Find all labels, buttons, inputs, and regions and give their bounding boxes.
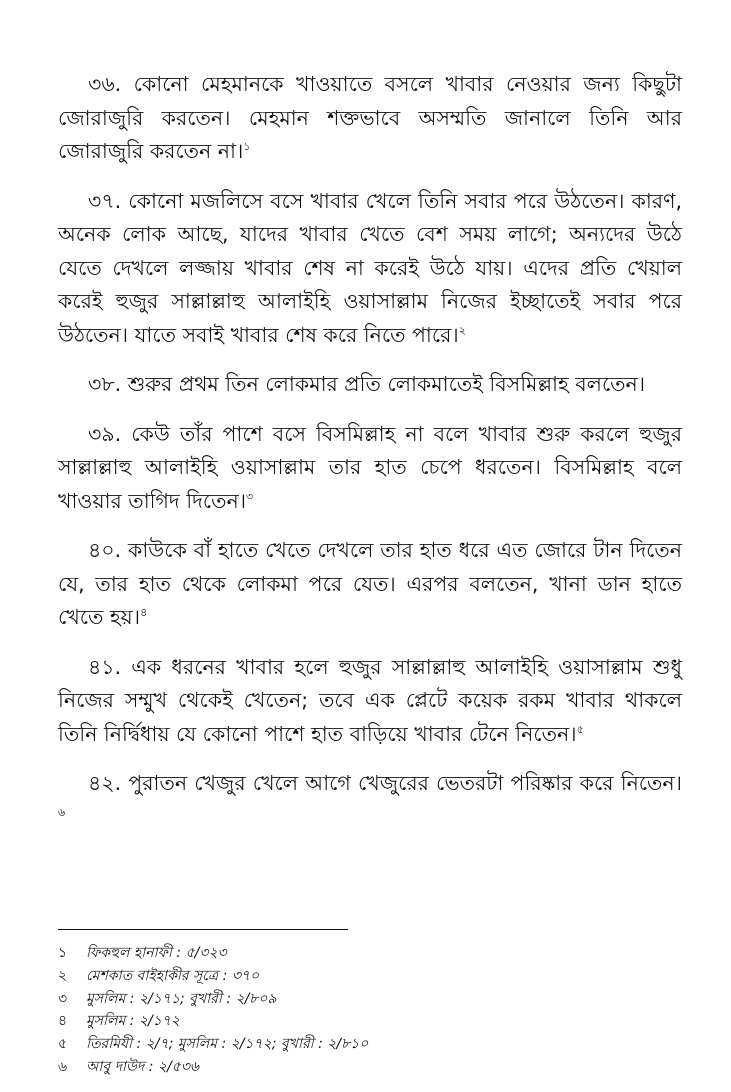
paragraph-text: ৪২. পুরাতন খেজুর খেলে আগে খেজুরের ভেতরটা পরিষ্কার করে নিতেন। <box>88 771 682 795</box>
footnote-ref: ৬ <box>58 805 66 819</box>
footnote-ref: ২ <box>458 323 466 337</box>
footnotes <box>58 942 678 1079</box>
footnote-number: ৩ <box>58 990 68 1007</box>
paragraph-39 <box>58 418 682 519</box>
paragraph-41 <box>58 651 682 752</box>
footnote-ref: ৪ <box>140 606 148 620</box>
footnote-text: আবু দাউদ : ২/৫৩৬ <box>86 1058 199 1075</box>
footnote-item <box>58 988 678 1011</box>
paragraph-text: ৪১. এক ধরনের খাবার হলে হুজুর সাল্লাল্লাহু আলাইহি ওয়াসাল্লাম শুধু নিজের সম্মুখ থেকেই খেতেন; তবে এক প্লেটে কয়েক রকম খাবার থাকলে তিনি নির্দ্বিধায় যে কোনো পাশে হাত বাড়িয়ে খাবার টেনে নিতেন। <box>58 654 682 746</box>
paragraph-42 <box>58 767 682 834</box>
paragraph-text: ৩৮. শুরুর প্রথম তিন লোকমার প্রতি লোকমাতেই বিসমিল্লাহ বলতেন। <box>88 372 646 396</box>
footnote-text: মুসলিম : ২/১৭১; বুখারী : ২/৮০৯ <box>86 990 277 1007</box>
footnote-item <box>58 942 678 965</box>
footnote-number: ৫ <box>58 1036 68 1053</box>
paragraph-text: ৩৯. কেউ তাঁর পাশে বসে বিসমিল্লাহ না বলে খাবার শুরু করলে হুজুর সাল্লাল্লাহু আলাইহি ওয়াসাল্লাম তার হাত চেপে ধরতেন। বিসমিল্লাহ বলে খাওয়ার তাগিদ দিতেন। <box>58 421 682 513</box>
footnote-ref: ১ <box>243 140 251 154</box>
paragraph-40 <box>58 534 682 635</box>
paragraph-38 <box>58 368 682 402</box>
footnote-item <box>58 965 678 988</box>
paragraph-text: ৪০. কাউকে বাঁ হাতে খেতে দেখলে তার হাত ধরে এত জোরে টান দিতেন যে, তার হাত থেকে লোকমা পরে যেত। এরপর বলতেন, খানা ডান হাতে খেতে হয়। <box>58 538 682 629</box>
footnote-ref: ৫ <box>576 722 584 736</box>
footnote-text: মেশকাত বাইহাকীর সূত্রে : ৩৭০ <box>86 967 260 984</box>
footnote-item <box>58 1056 678 1079</box>
footnote-item <box>58 1033 678 1056</box>
footnote-divider <box>58 929 348 930</box>
footnote-number: ৪ <box>58 1013 68 1030</box>
main-text <box>58 68 682 850</box>
footnote-number: ১ <box>58 945 68 961</box>
footnote-number: ৬ <box>58 1058 68 1075</box>
paragraph-text: ৩৭. কোনো মজলিসে বসে খাবার খেলে তিনি সবার পরে উঠতেন। কারণ, অনেক লোক আছে, যাদের খাবার খেতে বেশ সময় লাগে; অন্যদের উঠে যেতে দেখলে লজ্জায় খাবার শেষ না করেই উঠে যায়। এদের প্রতি খেয়াল করেই হুজুর সাল্লাল্লাহু আলাইহি ওয়াসাল্লাম নিজের ইচ্ছাতেই সবার পরে উঠতেন। যাতে সবাই খাবার শেষ করে নিতে পারে। <box>58 188 682 347</box>
paragraph-36 <box>58 68 682 169</box>
footnote-number: ২ <box>58 967 68 984</box>
paragraph-37 <box>58 185 682 353</box>
footnote-text: তিরমিযী : ২/৭; মুসলিম : ২/১৭২; বুখারী : ২/৮১০ <box>86 1036 369 1053</box>
footnote-ref: ৩ <box>246 489 254 503</box>
footnote-text: মুসলিম : ২/১৭২ <box>86 1013 180 1030</box>
paragraph-text: ৩৬. কোনো মেহমানকে খাওয়াতে বসলে খাবার নেওয়ার জন্য কিছুটা জোরাজুরি করতেন। মেহমান শক্তভাবে অসম্মতি জানালে তিনি আর জোরাজুরি করতেন না। <box>58 72 682 163</box>
footnote-item <box>58 1010 678 1033</box>
footnote-text: ফিকহুল হানাফী : ৫/৩২৩ <box>86 945 227 961</box>
